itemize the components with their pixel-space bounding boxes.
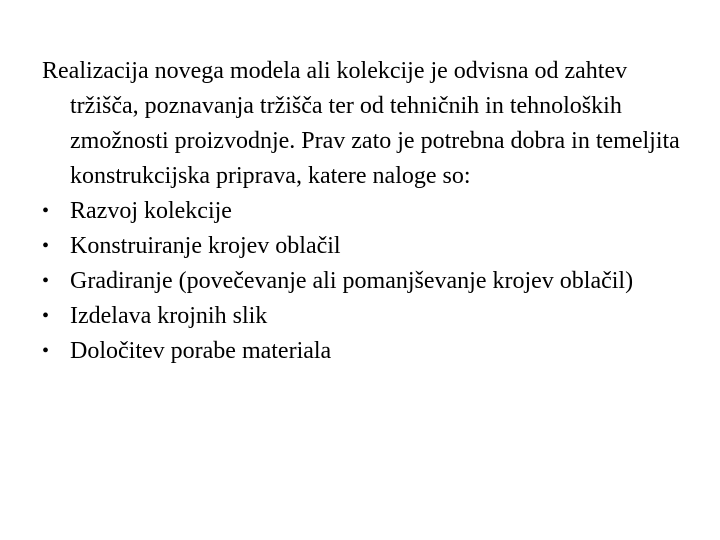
- bullet-icon: •: [42, 270, 50, 292]
- bullet-icon: •: [42, 305, 50, 327]
- list-item: [42, 334, 682, 369]
- bullet-icon: •: [42, 340, 50, 362]
- bullet-icon: •: [42, 200, 50, 222]
- list-item-text: Določitev porabe materiala: [70, 338, 332, 364]
- task-list: [42, 194, 682, 369]
- list-item: [42, 264, 682, 299]
- list-item-text: Izdelava krojnih slik: [70, 303, 268, 329]
- list-item-text: Konstruiranje krojev oblačil: [70, 233, 341, 259]
- slide-text-body: [42, 54, 682, 369]
- list-item-text: Gradiranje (povečevanje ali pomanjševanje krojev oblačil): [70, 268, 634, 294]
- list-item: [42, 229, 682, 264]
- bullet-icon: •: [42, 235, 50, 257]
- list-item: [42, 194, 682, 229]
- list-item-text: Razvoj kolekcije: [70, 198, 232, 224]
- list-item: [42, 299, 682, 334]
- intro-paragraph: Realizacija novega modela ali kolekcije je odvisna od zahtev tržišča, poznavanja tržišča ter od tehničnih in tehnoloških zmožnosti proizvodnje. Prav zato je potrebna dobra in temeljita konstrukcijska priprava, katere naloge so:: [42, 58, 680, 189]
